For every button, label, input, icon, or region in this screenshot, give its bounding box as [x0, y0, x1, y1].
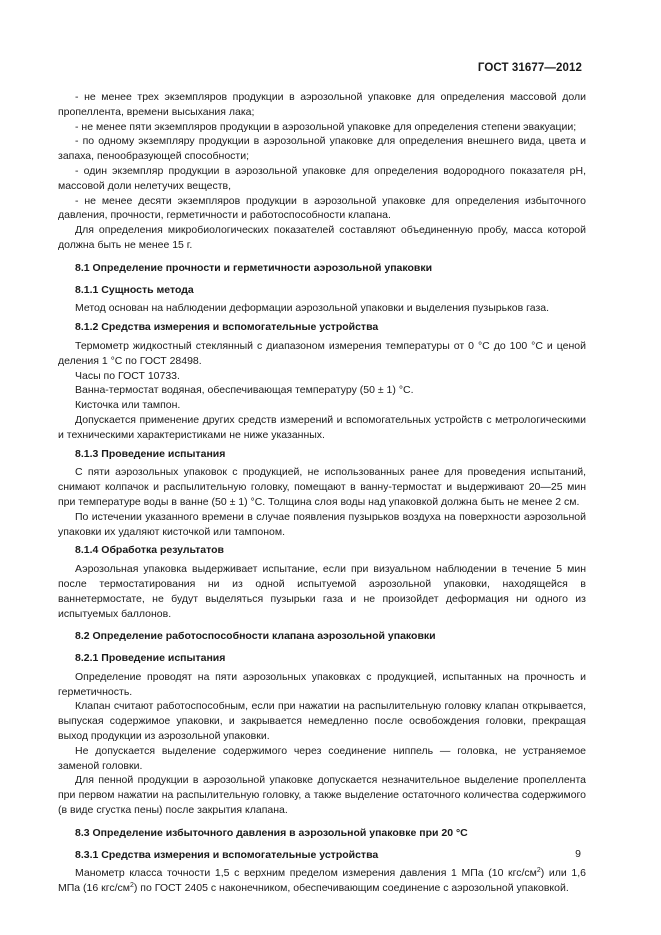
section-8-1-2-text-4: Кисточка или тампон.: [75, 399, 181, 412]
superscript-2: 2: [129, 882, 134, 890]
section-8-1-2-heading: 8.1.2 Средства измерения и вспомогательные устройства: [75, 321, 379, 334]
section-8-3-1-heading: 8.3.1 Средства измерения и вспомогательные устройства: [75, 848, 379, 861]
section-8-3-1-text: [58, 866, 586, 896]
superscript-2: 2: [536, 867, 541, 875]
document-code: ГОСТ 31677—2012: [477, 62, 582, 74]
page-content: [58, 90, 586, 896]
section-8-2-1-text-4: Для пенной продукции в аэрозольной упаковке допускается незначительное выделение пропеллента при первом нажатии на распылительную головку, а также выделение остаточного количества содержимого (в виде сгустка пены) после закрытия клапана.: [58, 774, 586, 817]
intro-item-5: - не менее десяти экземпляров продукции в аэрозольной упаковке для определения избыточного давления, прочности, герметичности и работоспособности клапана.: [58, 194, 586, 222]
section-8-1-2-text-5: Допускается применение других средств измерений и вспомогательных устройств с метрологическими и техническими характеристиками не ниже указанных.: [58, 413, 586, 441]
section-8-2-1-text-2: Клапан считают работоспособным, если при нажатии на распылительную головку клапан открывается, выпуская содержимое упаковки, и закрывается немедленно после освобождения головки, прекращая выход продукции из аэрозольной упаковки.: [58, 700, 586, 743]
section-8-1-1-text: Метод основан на наблюдении деформации аэрозольной упаковки и выделения пузырьков газа.: [75, 302, 550, 315]
intro-item-6: Для определения микробиологических показателей составляют объединенную пробу, масса которой должна быть не менее 15 г.: [58, 224, 586, 251]
section-8-1-3-heading: 8.1.3 Проведение испытания: [75, 447, 226, 460]
section-8-1-1-heading: 8.1.1 Сущность метода: [75, 283, 194, 296]
section-8-2-heading: 8.2 Определение работоспособности клапана аэрозольной упаковки: [75, 630, 436, 643]
intro-item-2: - не менее пяти экземпляров продукции в аэрозольной упаковке для определения степени эвакуации;: [75, 120, 577, 133]
intro-item-4: - один экземпляр продукции в аэрозольной упаковке для определения водородного показателя pH, массовой доли нелетучих веществ,: [58, 164, 586, 192]
section-8-1-3-text-1: С пяти аэрозольных упаковок с продукцией, не использованных ранее для проведения испытаний, снимают колпачок и распылительную головку, помещают в ванну-термостат и выдерживают 20—25 мин при температуре воды в ванне (50 ± 1) °С. Толщина слоя воды над упаковкой должна быть не менее 2 см.: [58, 466, 586, 508]
section-8-1-4-heading: 8.1.4 Обработка результатов: [75, 544, 224, 557]
intro-item-1: - не менее трех экземпляров продукции в аэрозольной упаковке для определения массовой доли пропеллента, времени высыхания лака;: [58, 91, 586, 118]
section-8-1-3-text-2: По истечении указанного времени в случае появления пузырьков воздуха на поверхности аэрозольной упаковки их удаляют кисточкой или тампоном.: [58, 510, 586, 538]
section-8-1-2-text-3: Ванна-термостат водяная, обеспечивающая температуру (50 ± 1) °С.: [75, 384, 414, 397]
section-8-1-2-text-1: Термометр жидкостный стеклянный с диапазоном измерения температуры от 0 °С до 100 °С и ценой деления 1 °С по ГОСТ 28498.: [58, 339, 586, 367]
section-8-1-2-text-2: Часы по ГОСТ 10733.: [75, 369, 180, 382]
section-8-3-heading: 8.3 Определение избыточного давления в аэрозольной упаковке при 20 °С: [75, 826, 468, 839]
section-8-1-4-text: Аэрозольная упаковка выдерживает испытание, если при визуальном наблюдении в течение 5 мин после термостатирования ни из одной испытуемой аэрозольной упаковки, находящейся в ваннетермостате, не будут выделяться пузырьки газа и не произойдет деформация ни одного из испытуемых баллонов.: [58, 563, 586, 620]
section-8-2-1-text-1: Определение проводят на пяти аэрозольных упаковках с продукцией, испытанных на прочность и герметичность.: [58, 670, 586, 698]
section-8-3-1-text-b: ) или 1,6 МПа (16 кгс/см: [58, 867, 586, 895]
section-8-2-1-text-3: Не допускается выделение содержимого через соединение ниппель — головка, не устраняемое заменой головки.: [58, 744, 586, 772]
section-8-3-1-text-a: Манометр класса точности 1,5 с верхним пределом измерения давления 1 МПа (10 кгс/см: [75, 867, 537, 880]
intro-item-3: - по одному экземпляру продукции в аэрозольной упаковке для определения внешнего вида, цвета и запаха, пенообразующей способности;: [58, 135, 586, 163]
section-8-2-1-heading: 8.2.1 Проведение испытания: [75, 652, 226, 665]
section-8-1-heading: 8.1 Определение прочности и герметичности аэрозольной упаковки: [75, 261, 433, 274]
page-number: 9: [575, 848, 581, 860]
section-8-3-1-text-c: ) по ГОСТ 2405 с наконечником, обеспечивающим соединение с аэрозольной упаковкой.: [133, 882, 569, 895]
